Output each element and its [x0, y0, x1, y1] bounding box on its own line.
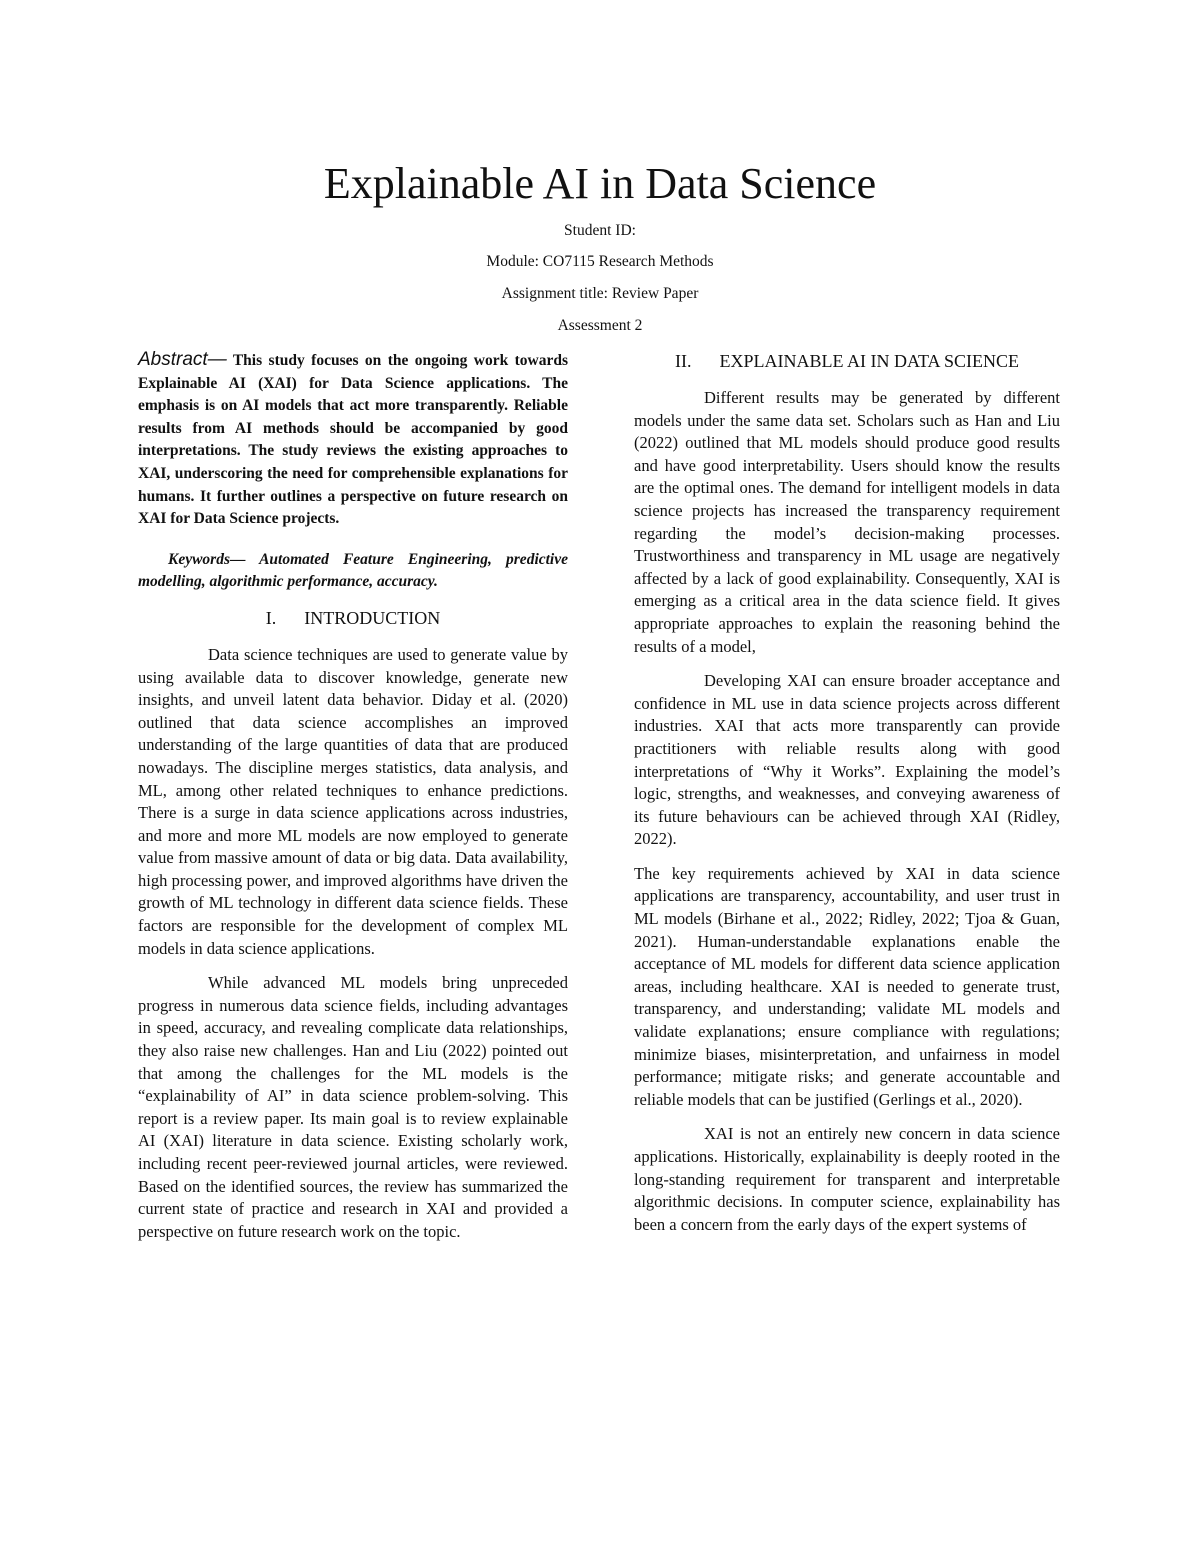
section-title: EXPLAINABLE AI IN DATA SCIENCE: [719, 351, 1020, 371]
paragraph: The key requirements achieved by XAI in data science applications are transparency, accountability, and user trust in ML models (Birhane et al., 2022; Ridley, 2022; Tjoa & Guan, 2021). Human-understandable explanations enable the acceptance of ML models for different data science application areas, including healthcare. XAI is needed to generate trust, transparency, and understanding; validate ML models and validate explanations; ensure compliance with regulations; minimize biases, misinterpretation, and unfairness in model performance; mitigate risks; and generate accountable and reliable models that can be justified (Gerlings et al., 2020).: [634, 863, 1060, 1109]
abstract: [138, 349, 568, 531]
right-column: [634, 349, 1060, 1248]
student-id: Student ID:: [564, 222, 636, 239]
paragraph: XAI is not an entirely new concern in data science applications. Historically, explainability is deeply rooted in the long-standing requirement for transparent and interpretable algorithmic decisions. In computer science, explainability has been a concern from the early days of the expert systems of: [634, 1124, 1060, 1234]
paragraph: Developing XAI can ensure broader acceptance and confidence in ML use in data science projects across different industries. XAI that acts more transparently can provide practitioners with reliable results along with good interpretations of “Why it Works”. Explaining the model’s logic, strengths, and weaknesses, and conveying awareness of its future behaviours can be achieved through XAI (Ridley, 2022).: [634, 671, 1060, 849]
assignment-title: Assignment title: Review Paper: [501, 285, 699, 302]
section-heading-introduction: [138, 606, 568, 630]
abstract-text: This study focuses on the ongoing work towards Explainable AI (XAI) for Data Science applications. The emphasis is on AI models that act more transparently. Reliable results from AI methods should be accompanied by good interpretations. The study reviews the existing approaches to XAI, underscoring the need for comprehensible explanations for humans. It further outlines a perspective on future research on XAI for Data Science projects.: [138, 352, 568, 528]
module-line: Module: CO7115 Research Methods: [486, 253, 714, 270]
section-number: II.: [674, 351, 692, 371]
left-column: [138, 349, 568, 1255]
paragraph: Data science techniques are used to generate value by using available data to discover knowledge, generate new insights, and unveil latent data behavior. Diday et al. (2020) outlined that data science accomplishes an improved understanding of the large quantities of data that are produced nowadays. The discipline merges statistics, data analysis, and ML, among other related techniques to enhance predictions. There is a surge in data science applications across industries, and more and more ML models are now employed to generate value from massive amount of data or big data. Data availability, high processing power, and improved algorithms have driven the growth of ML technology in different data science fields. These factors are responsible for the development of complex ML models in data science applications.: [138, 644, 568, 958]
section-number: I.: [265, 607, 277, 628]
keywords: Keywords— Automated Feature Engineering, predictive modelling, algorithmic performance, accuracy.: [138, 550, 568, 591]
assessment-line: Assessment 2: [557, 317, 643, 334]
paragraph: While advanced ML models bring unpreceded progress in numerous data science fields, including advantages in speed, accuracy, and revealing complicate data relationships, they also raise new challenges. Han and Liu (2022) pointed out that among the challenges for the ML models is the “explainability of AI” in data science problem-solving. This report is a review paper. Its main goal is to review explainable AI (XAI) literature in data science. Existing scholarly work, including recent peer-reviewed journal articles, were reviewed. Based on the identified sources, the review has summarized the current state of practice and research in XAI and provided a perspective on future research work on the topic.: [138, 973, 568, 1241]
paper-title: Explainable AI in Data Science: [323, 159, 877, 208]
paragraph: Different results may be generated by different models under the same data set. Scholars such as Han and Liu (2022) outlined that ML models should produce good results and have good interpretability. Users should know the results are the optimal ones. The demand for intelligent models in data science projects has increased the transparency requirement regarding the model’s decision-making processes. Trustworthiness and transparency in ML usage are negatively affected by a lack of good explainability. Consequently, XAI is emerging as a critical area in the data science field. It gives appropriate approaches to explain the reasoning behind the results of a model,: [634, 388, 1060, 656]
section-title: INTRODUCTION: [304, 607, 441, 628]
abstract-label: Abstract—: [138, 349, 227, 370]
section-heading-xai: [634, 349, 1060, 373]
